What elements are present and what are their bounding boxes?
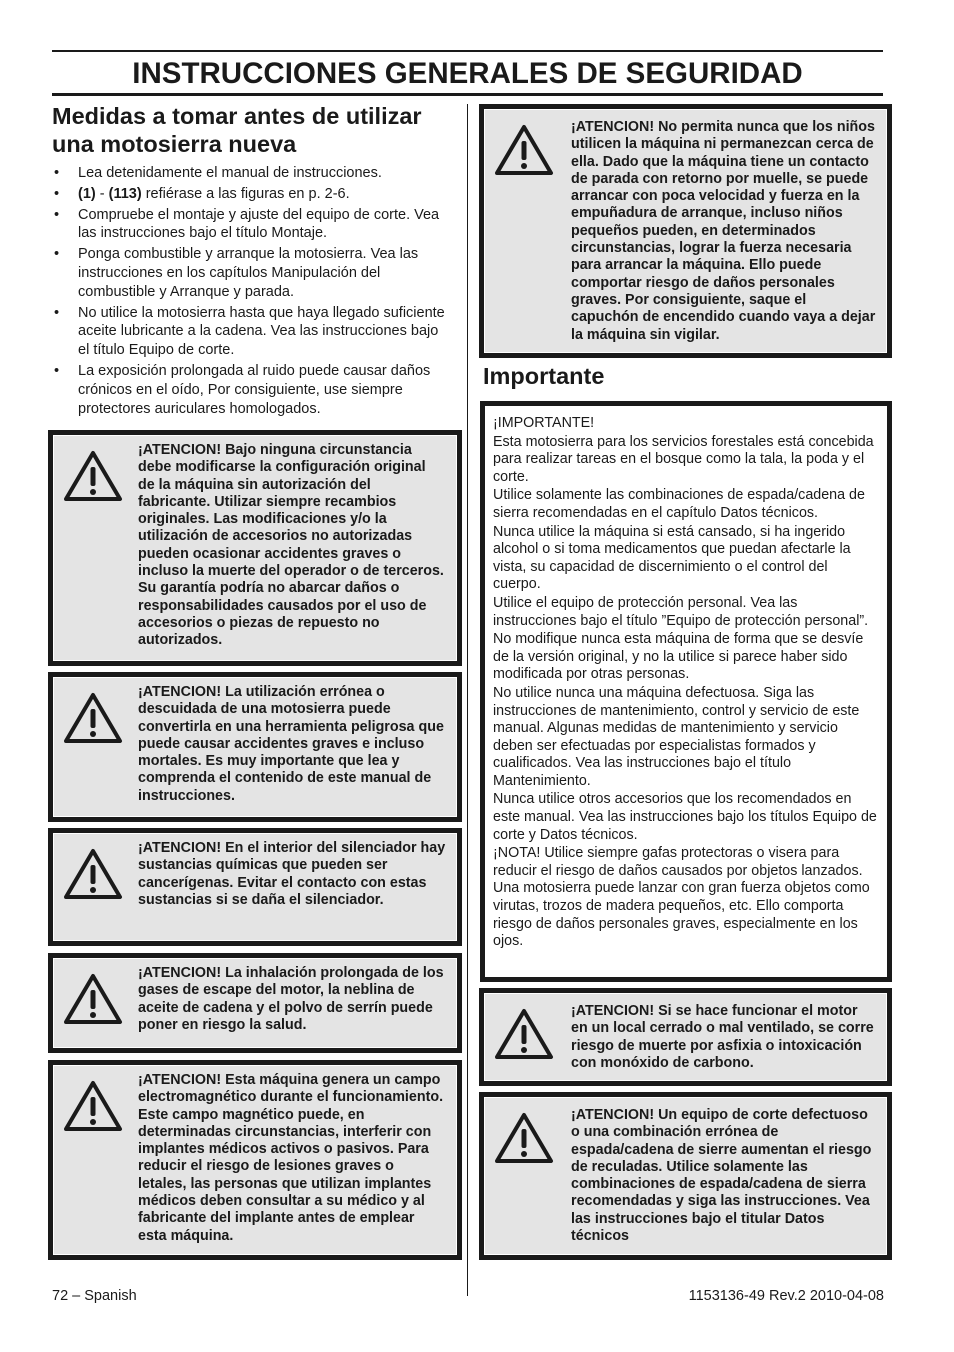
list-item-text: refiérase a las figuras en p. 2-6. [141, 185, 350, 202]
page-number: 72 – Spanish [52, 1288, 137, 1304]
list-item [52, 362, 452, 418]
warning-triangle-icon [63, 848, 123, 900]
important-paragraph: ¡NOTA! Utilice siempre gafas protectoras o visera para reducir el riesgo de daños causados por objetos lanzados. Una motosierra puede lanzar con gran fuerza objetos como virutas, trozos de madera pequeños, etc. Ello comporta riesgo de daños personales graves, especialmente en los ojos. [493, 845, 870, 950]
important-paragraph: Nunca utilice la máquina si está cansado, si ha ingerido alcohol o si toma medicamentos que puedan afectarle la vista, su capacidad de discernimiento o el control del cuerpo. [493, 523, 851, 593]
warning-triangle-icon [494, 1112, 554, 1164]
important-paragraph: No modifique nunca esta máquina de forma que se desvíe de la versión original, y no la utilice si parece haber sido modificada por otras personas. [493, 631, 864, 683]
list-item-text: La exposición prolongada al ruido puede causar daños crónicos en el oído, Por consiguiente, use siempre protectores auriculares homologados. [78, 362, 431, 417]
list-item-text: Ponga combustible y arranque la motosierra. Vea las instrucciones en los capítulos Manipulación del combustible y Arranque y parada. [78, 246, 419, 300]
figure-ref-end: (113) [108, 185, 142, 202]
section-heading-medidas: Medidas a tomar antes de utilizar una motosierra nueva [52, 103, 422, 157]
list-item [52, 206, 452, 244]
warning-text: ¡ATENCION! Bajo ninguna circunstancia debe modificarse la configuración original de la máquina sin autorización del fabricante. Utilizar siempre recambios originales. Las modificaciones y/o la utilización de accesorios no autorizadas pueden ocasionar accidentes graves o incluso la muerte del operador o de terceros. Su garantía podría no abarcar daños o responsabilidades causados por el uso de accesorios o piezas de repuesto no autorizados. [138, 442, 444, 649]
warning-text: ¡ATENCION! Esta máquina genera un campo electromagnético durante el funcionamiento. Este campo magnético puede, en determinadas circunstancias, interferir con implantes médicos activos o pasivos. Para reducir el riesgo de lesiones graves o letales, las personas que utilizan implantes médicos deben consultar a su médico y al fabricante del implante antes de emplear esta máquina. [138, 1072, 444, 1244]
warning-triangle-icon [63, 692, 123, 744]
warning-triangle-icon [63, 450, 123, 502]
warning-triangle-icon [63, 1080, 123, 1132]
warning-box-exhaust [48, 953, 462, 1053]
important-paragraph: Utilice solamente las combinaciones de espada/cadena de sierra recomendadas en el capítulo Datos técnicos. [493, 487, 865, 521]
important-paragraph: Esta motosierra para los servicios forestales está concebida para realizar tareas en el bosque como la tala, la poda y el corte. [493, 433, 874, 485]
warning-box-cutting-equipment [479, 1092, 892, 1260]
warning-triangle-icon [494, 124, 554, 176]
warning-box-muffler [48, 828, 462, 946]
warning-box-electromagnetic [48, 1060, 462, 1260]
warning-text: ¡ATENCION! Un equipo de corte defectuoso o una combinación errónea de espada/cadena de sierre aumentan el riesgo de reculadas. Utilice solamente las combinaciones de espada/cadena de sierra recomendadas y siga las instrucciones. Vea las instrucciones bajo el titular Datos técnicos [571, 1107, 872, 1245]
section-heading-importante: Importante [483, 363, 605, 389]
warning-text: ¡ATENCION! En el interior del silenciador hay sustancias químicas que pueden ser cancerígenas. Evitar el contacto con estas sustancias si se daña el silenciador. [138, 840, 446, 908]
list-item-text: Lea detenidamente el manual de instrucciones. [78, 165, 382, 181]
page-title: INSTRUCCIONES GENERALES DE SEGURIDAD [132, 57, 803, 90]
important-paragraph: No utilice nunca una máquina defectuosa. Siga las instrucciones de mantenimiento, control y servicio de este manual. Algunas medidas de mantenimiento y servicio deben ser efectuadas por especialistas formados y cualificados. Vea las instrucciones bajo el título Mantenimiento. [493, 684, 860, 789]
warning-box-ventilation [479, 988, 892, 1086]
document-revision: 1153136-49 Rev.2 2010-04-08 [688, 1288, 884, 1304]
list-item-text: No utilice la motosierra hasta que haya llegado suficiente aceite lubricante a la cadena. Vea las instrucciones bajo el título Equipo de corte. [78, 304, 445, 359]
top-rule [52, 50, 883, 52]
important-paragraph: Utilice el equipo de protección personal. Vea las instrucciones bajo el título ”Equipo de protección personal”. [493, 594, 869, 629]
bullet-list [52, 164, 452, 420]
list-item [52, 164, 452, 183]
warning-text: ¡ATENCION! Si se hace funcionar el motor en un local cerrado o mal ventilado, se corre riesgo de muerte por asfixia o intoxicación con monóxido de carbono. [571, 1003, 874, 1071]
figure-ref-start: (1) [78, 185, 96, 202]
list-item-text: Compruebe el montaje y ajuste del equipo de corte. Vea las instrucciones bajo el título Montaje. [78, 206, 440, 242]
warning-triangle-icon [63, 973, 123, 1025]
list-item [52, 245, 452, 301]
list-item [52, 185, 452, 204]
title-underline [52, 93, 883, 96]
warning-box-children [479, 104, 892, 358]
important-paragraph: ¡IMPORTANTE! [493, 415, 595, 431]
warning-text: ¡ATENCION! La inhalación prolongada de los gases de escape del motor, la neblina de aceite de cadena y el polvo de serrín puede poner en riesgo la salud. [138, 965, 444, 1033]
warning-text: ¡ATENCION! No permita nunca que los niños utilicen la máquina ni permanezcan cerca de ella. Dado que la máquina tiene un contacto de parada con retorno por muelle, se puede arrancar con poca velocidad y fuerza en la empuñadura de arranque, incluso niños pequeños pueden, en determinados circunstancias, lograr la fuerza necesaria para arrancar la máquina. Ello puede comportar riesgo de daños personales graves. Por consiguiente, saque el capuchón de encendido cuando vaya a dejar la máquina sin vigilar. [571, 119, 876, 343]
figure-ref-sep: - [95, 185, 109, 202]
column-divider [467, 104, 468, 1296]
warning-box-misuse [48, 672, 462, 822]
warning-text: ¡ATENCION! La utilización errónea o descuidada de una motosierra puede convertirla en una herramienta peligrosa que puede causar accidentes graves e incluso mortales. Es muy importante que lea y comprenda el contenido de este manual de instrucciones. [138, 684, 444, 804]
warning-triangle-icon [494, 1008, 554, 1060]
list-item [52, 304, 452, 360]
important-paragraph: Nunca utilice otros accesorios que los recomendados en este manual. Vea las instrucciones bajo los títulos Equipo de corte y Datos técnicos. [493, 791, 877, 843]
important-box [480, 401, 892, 982]
warning-box-modifications [48, 430, 462, 666]
